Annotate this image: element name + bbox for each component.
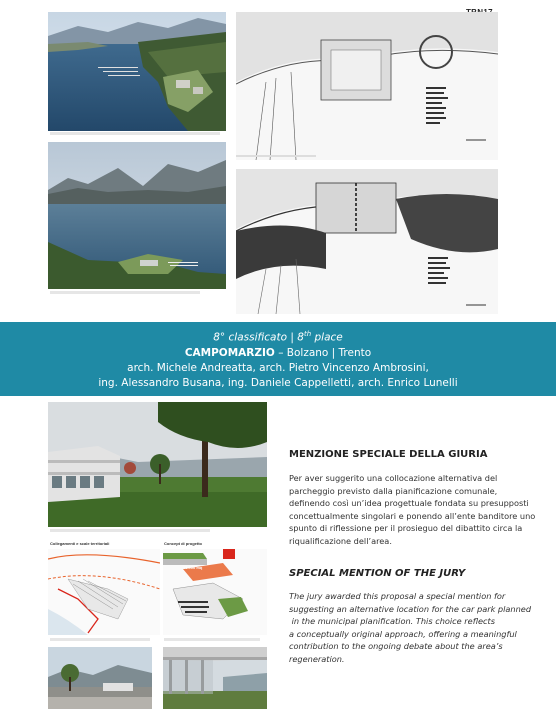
diagram-right-label: Concept di progetto <box>164 541 202 546</box>
mention-it-line: concettualmente singolari e ponendo all’ente banditore uno <box>289 510 536 521</box>
site-plan-bottom <box>236 169 498 314</box>
rank-english-word: place <box>314 331 343 344</box>
park-render-photo <box>48 402 267 527</box>
mention-it-line: definendo così un’idea progettuale fondata su presupposti <box>289 498 529 508</box>
authors-line-1: arch. Michele Andreatta, arch. Pietro Vincenzo Ambrosini, <box>127 361 429 374</box>
mention-text-en <box>289 590 539 665</box>
mention-text-it <box>289 472 539 547</box>
rank-separator: | <box>290 331 294 344</box>
arcade-view-photo <box>163 647 267 709</box>
caption-1 <box>50 132 220 135</box>
ranking-line <box>0 327 556 346</box>
project-name: CAMPOMARZIO <box>184 346 275 359</box>
caption-2 <box>50 291 200 294</box>
project-banner <box>0 322 556 396</box>
mention-it-line: Per aver suggerito una collocazione alternativa del <box>289 473 498 483</box>
mention-en-line: regeneration. <box>289 653 345 664</box>
aerial-lake-photo <box>48 12 226 131</box>
rank-english-number: 8 <box>297 331 304 344</box>
mention-en-line: suggesting an alternative location for the car park planned <box>289 603 532 614</box>
mention-en-line: The jury awarded this proposal a special mention for <box>289 591 506 601</box>
project-city: – Bolzano | Trento <box>278 346 372 359</box>
caption-4 <box>50 638 150 641</box>
mention-it-line: spunto di riflessione per il prosieguo del dibattito circa la <box>289 523 523 533</box>
mention-en-line: in the municipal planification. This choice reflects <box>289 616 496 626</box>
mention-it-line: riqualificazione dell’area. <box>289 535 392 546</box>
mention-title-it: MENZIONE SPECIALE DELLA GIURIA <box>289 449 488 460</box>
concept-area-label: 15.000 mq <box>183 565 203 570</box>
lake-mountains-photo <box>48 142 226 289</box>
street-view-photo <box>48 647 152 709</box>
rank-english-suffix: th <box>303 330 312 338</box>
project-line <box>0 346 556 361</box>
mention-title-en: SPECIAL MENTION OF THE JURY <box>289 568 466 579</box>
mention-it-line: parcheggio previsto dalla pianificazione comunale, <box>289 485 498 496</box>
site-plan-top <box>236 12 498 160</box>
diagram-left-label: Collegamenti e scale territoriali <box>50 541 110 546</box>
authors-line-2: ing. Alessandro Busana, ing. Daniele Cappelletti, arch. Enrico Lunelli <box>98 376 458 389</box>
caption-5 <box>164 638 260 641</box>
mention-en-line: contribution to the ongoing debate about the area’s <box>289 641 503 651</box>
rank-italian: 8° classificato <box>213 331 288 344</box>
caption-3 <box>50 529 210 532</box>
mention-en-line: a conceptually original approach, offering a meaningful <box>289 628 517 639</box>
territorial-diagram <box>48 549 160 635</box>
concept-diagram <box>163 549 267 635</box>
